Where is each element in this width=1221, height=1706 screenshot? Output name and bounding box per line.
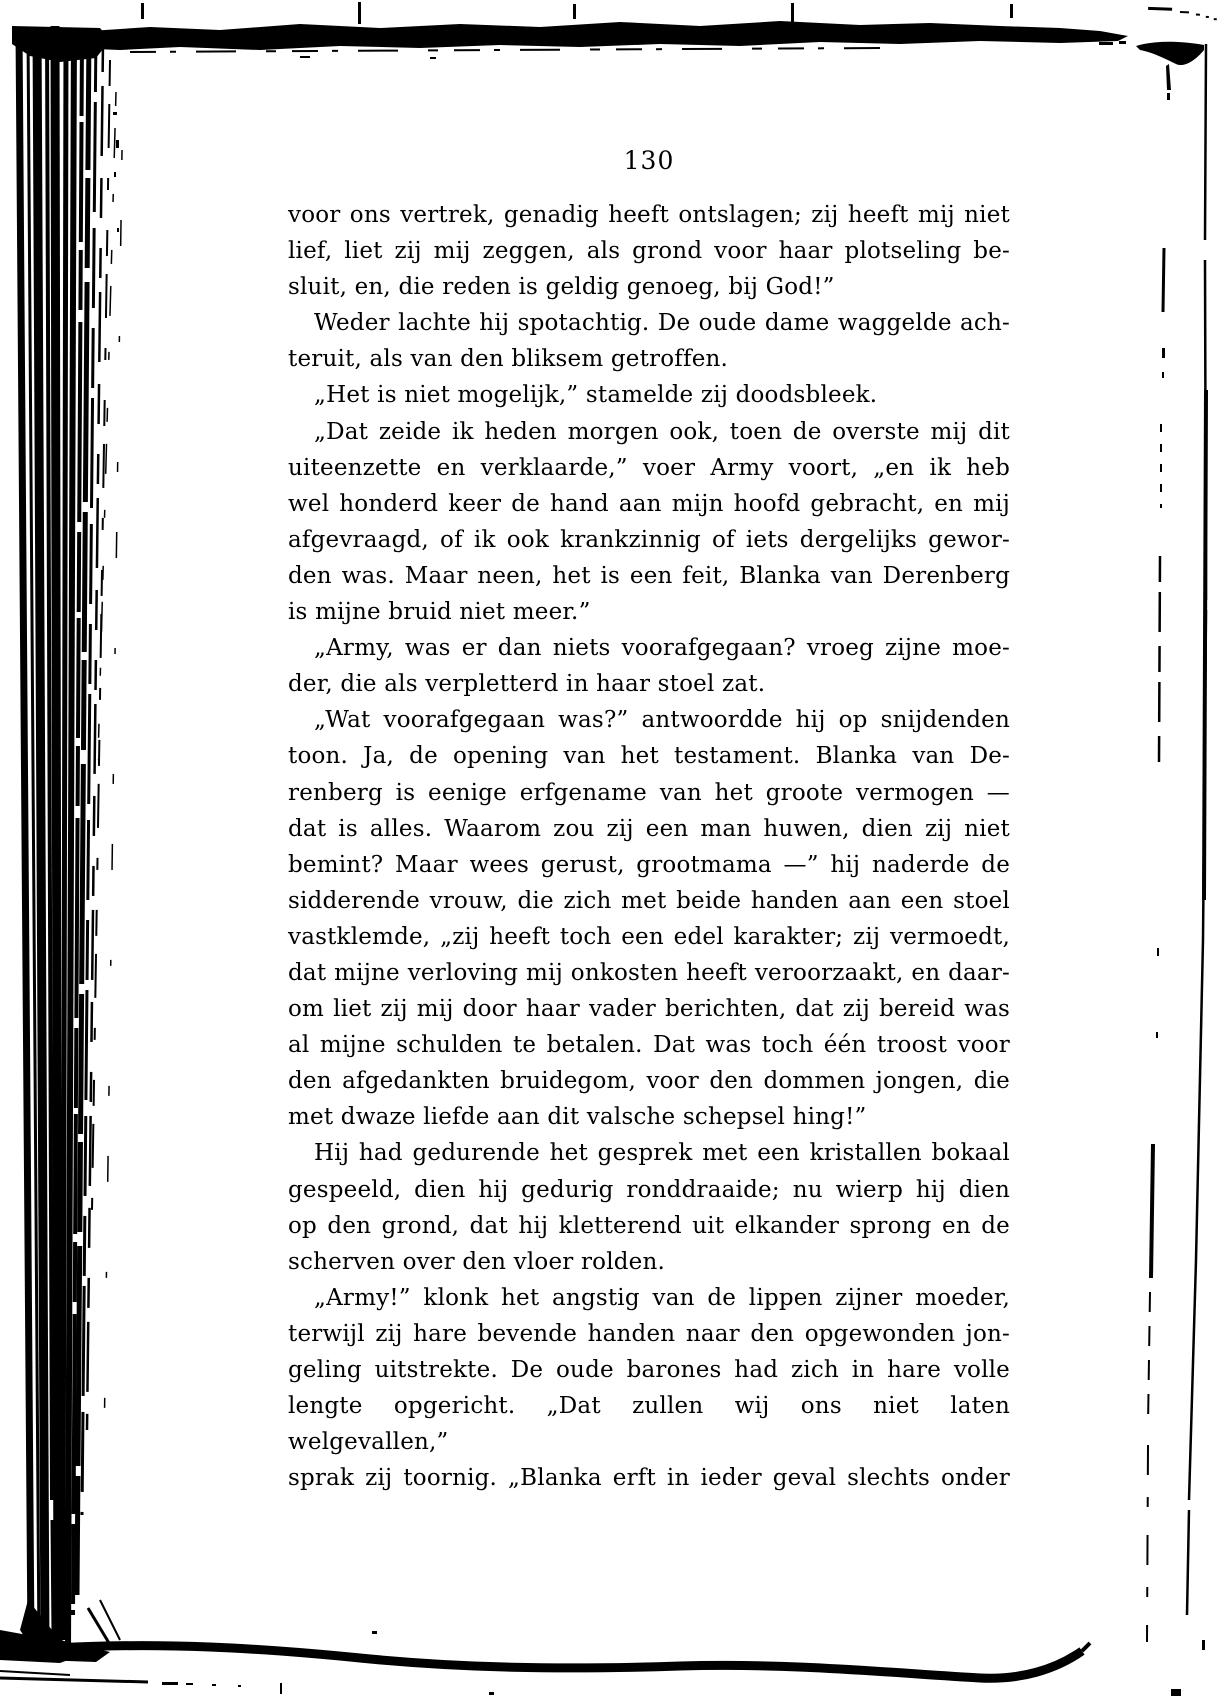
text-line: met dwaze liefde aan dit valsche schepsel hing!” xyxy=(288,1104,867,1131)
text-line: Hij had gedurende het gesprek met een kristallen bokaal xyxy=(314,1140,1010,1167)
text-line: dat mijne verloving mij onkosten heeft veroorzaakt, en daar- xyxy=(288,959,1010,986)
text-line: al mijne schulden te betalen. Dat was toch één troost voor xyxy=(288,1032,1010,1059)
text-line: op den grond, dat hij kletterend uit elkander sprong en de xyxy=(288,1212,1010,1239)
text-line: Weder lachte hij spotachtig. De oude dame waggelde ach- xyxy=(314,310,1010,337)
text-line: den afgedankten bruidegom, voor den dommen jongen, die xyxy=(288,1068,1010,1095)
text-line: dat is alles. Waarom zou zij een man huwen, dien zij niet xyxy=(288,815,1010,842)
text-line: toon. Ja, de opening van het testament. Blanka van De- xyxy=(288,743,1010,770)
text-line: lengte opgericht. „Dat zullen wij ons niet laten welgevallen,” xyxy=(288,1393,1010,1456)
text-line: terwijl zij hare bevende handen naar den opgewonden jon- xyxy=(288,1320,1010,1347)
text-line: „Army, was er dan niets voorafgegaan? vroeg zijne moe- xyxy=(314,635,1010,662)
gutter-shadow xyxy=(19,26,122,1662)
right-edge-lines xyxy=(1147,44,1206,1696)
top-right-corner-marks xyxy=(1099,7,1217,100)
top-edge-band xyxy=(12,21,1128,62)
page-number: 130 xyxy=(623,146,675,175)
text-line: geling uitstrekte. De oude barones had zich in hare volle xyxy=(288,1357,1010,1383)
text-line: afgevraagd, of ik ook krankzinnig of iets dergelijks gewor- xyxy=(288,526,1010,553)
text-line: sprak zij toornig. „Blanka erft in ieder geval slechts onder xyxy=(288,1465,1010,1492)
bottom-edge-curve xyxy=(0,1630,1090,1694)
text-line: is mijne bruid niet meer.” xyxy=(288,599,591,626)
text-line: den was. Maar neen, het is een feit, Blanka van Derenberg xyxy=(288,562,1010,589)
text-line: sluit, en, die reden is geldig genoeg, bij God!” xyxy=(288,274,835,301)
text-line: „Army!” klonk het angstig van de lippen zijner moeder, xyxy=(314,1284,1010,1311)
text-line: sidderende vrouw, die zich met beide handen aan een stoel xyxy=(288,887,1010,914)
text-line: bemint? Maar wees gerust, grootmama —” hij naderde de xyxy=(288,851,1010,878)
text-line: „Wat voorafgegaan was?” antwoordde hij op snijdenden xyxy=(314,707,1010,734)
text-line: om liet zij mij door haar vader berichten, dat zij bereid was xyxy=(288,996,1010,1023)
text-line: vastklemde, „zij heeft toch een edel karakter; zij vermoedt, xyxy=(288,923,1010,950)
text-line: uiteenzette en verklaarde,” voer Army voort, „en ik heb xyxy=(288,454,1010,481)
text-line: „Het is niet mogelijk,” stamelde zij doodsbleek. xyxy=(314,382,878,409)
page-text xyxy=(288,197,1010,1496)
text-line: teruit, als van den bliksem getroffen. xyxy=(288,346,729,373)
text-line: gespeeld, dien hij gedurig ronddraaide; nu wierp hij dien xyxy=(288,1176,1010,1203)
text-line: der, die als verpletterd in haar stoel zat. xyxy=(288,671,766,698)
text-line: scherven over den vloer rolden. xyxy=(288,1248,666,1275)
text-line: „Dat zeide ik heden morgen ook, toen de overste mij dit xyxy=(314,418,1010,445)
text-line: wel honderd keer de hand aan mijn hoofd gebracht, en mij xyxy=(288,490,1010,517)
text-line: renberg is eenige erfgename van het groote vermogen — xyxy=(288,779,1010,806)
top-registration-ticks xyxy=(141,2,1013,24)
text-line: lief, liet zij mij zeggen, als grond voor haar plotseling be- xyxy=(288,238,1010,265)
text-line: voor ons vertrek, genadig heeft ontslagen; zij heeft mij niet xyxy=(288,202,1010,228)
